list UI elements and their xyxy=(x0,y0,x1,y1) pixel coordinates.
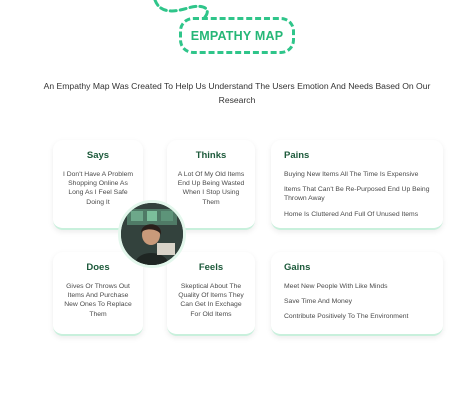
user-persona-photo-icon xyxy=(121,203,183,265)
persona-photo xyxy=(118,200,186,268)
feels-card xyxy=(167,252,255,336)
intro-text: An Empathy Map Was Created To Help Us Understand The Users Emotion And Needs Based On Our Research xyxy=(43,81,431,105)
pains-card xyxy=(271,140,443,230)
does-text: Gives Or Throws Out Items And Purchase New Ones To Replace Them xyxy=(64,283,132,318)
feels-heading: Feels xyxy=(198,262,224,273)
says-text: I Don't Have A Problem Shopping Online As Long As I Feel Safe Doing It xyxy=(62,171,134,206)
gains-item: Contribute Positively To The Environment xyxy=(284,313,409,321)
pains-item: Items That Can't Be Re-Purposed End Up Being Thrown Away xyxy=(284,186,430,203)
does-card xyxy=(53,252,143,336)
pains-item: Buying New Items All The Time Is Expensive xyxy=(284,171,419,178)
thinks-text: A Lot Of My Old Items End Up Being Wasted When I Stop Using Them xyxy=(177,171,245,206)
pains-heading: Pains xyxy=(284,150,310,161)
gains-heading: Gains xyxy=(284,262,311,273)
gains-item: Meet New People With Like Minds xyxy=(284,283,388,290)
gains-card xyxy=(271,252,443,336)
says-heading: Says xyxy=(86,150,110,161)
feels-text: Skeptical About The Quality Of Items They Can Get In Exchage For Old Items xyxy=(178,283,244,318)
pains-item: Home Is Cluttered And Full Of Unused Items xyxy=(284,210,419,218)
gains-item: Save Time And Money xyxy=(284,298,353,306)
page-title: EMPATHY MAP xyxy=(179,17,295,54)
thinks-heading: Thinks xyxy=(195,150,227,161)
does-heading: Does xyxy=(86,262,110,273)
